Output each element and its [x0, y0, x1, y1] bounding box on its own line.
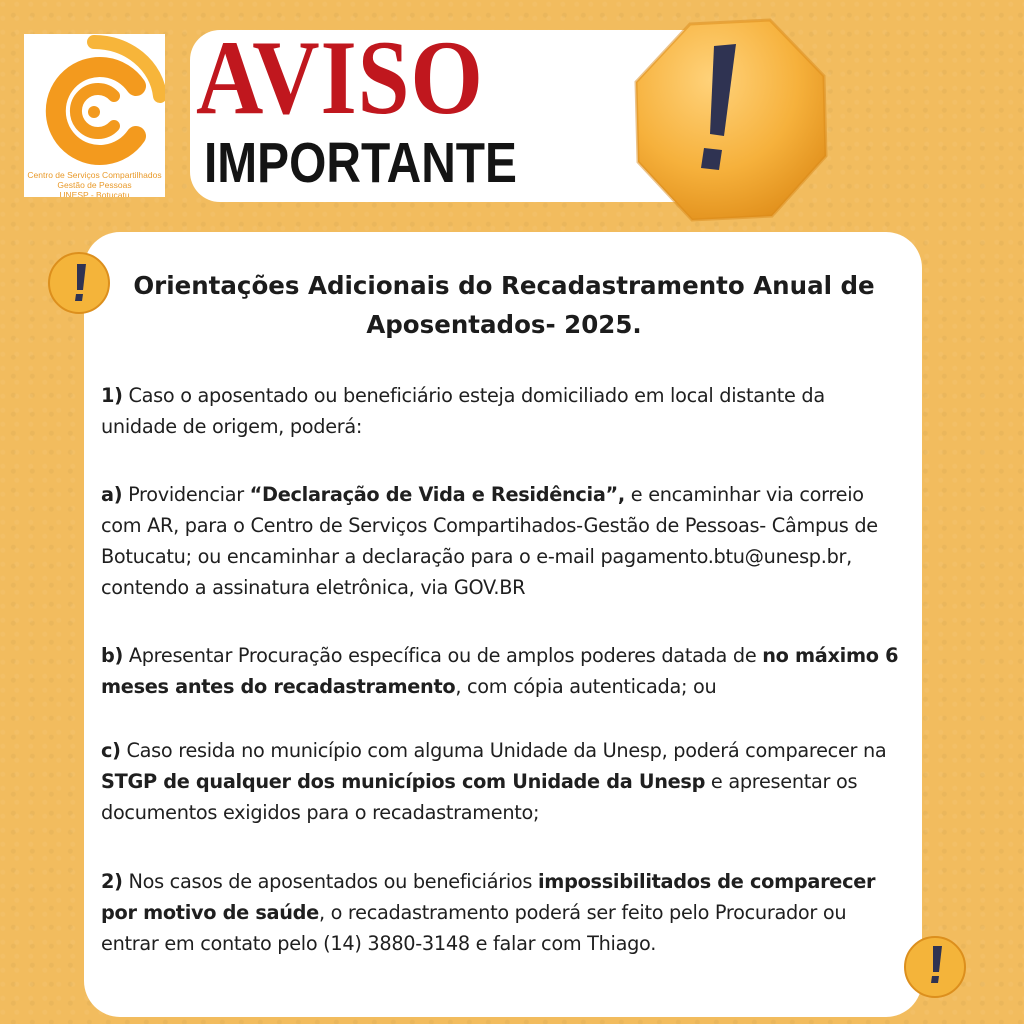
item-a-text2: e encaminhar via correio com AR, para o Centro de Serviços Compartihados-Gestão de Pessoas- Câmpus de Botucatu; ou encaminhar a declaração para o e-mail pagamento.btu@unesp.br, contendo a assinatura eletrônica, via GOV.BR — [101, 483, 878, 599]
item-2-text2: , o recadastramento poderá ser feito pelo Procurador ou entrar em contato pelo (14) 3880-3148 e falar com Thiago. — [101, 901, 847, 955]
item-c — [101, 735, 906, 828]
header-importante: IMPORTANTE — [204, 131, 517, 195]
item-1-text: Caso o aposentado ou beneficiário esteja domiciliado em local distante da unidade de origem, poderá: — [101, 384, 825, 438]
item-b-letter: b) — [101, 644, 124, 667]
item-1 — [101, 380, 906, 442]
item-b-bold: no máximo 6 meses antes do recadastramento — [101, 644, 899, 698]
header-aviso: AVISO — [196, 19, 484, 136]
item-2 — [101, 866, 906, 959]
item-a-letter: a) — [101, 483, 123, 506]
item-c-letter: c) — [101, 739, 121, 762]
item-b — [101, 640, 906, 702]
item-2-text1: Nos casos de aposentados ou beneficiários — [122, 870, 538, 893]
item-c-text2: e apresentar os documentos exigidos para o recadastramento; — [101, 770, 858, 824]
logo-text-line2: Gestão de Pessoas — [57, 180, 132, 190]
item-a — [101, 479, 906, 603]
item-b-text1: Apresentar Procuração específica ou de amplos poderes datada de — [123, 644, 763, 667]
warning-circle-icon-bottom — [902, 934, 968, 1000]
item-2-number: 2) — [101, 870, 123, 893]
item-a-bold: “Declaração de Vida e Residência”, — [249, 483, 625, 506]
page-title: Orientações Adicionais do Recadastramento Anual de Aposentados- 2025. — [133, 271, 875, 339]
logo-text-line1: Centro de Serviços Compartilhados — [27, 170, 162, 180]
logo — [24, 34, 165, 197]
item-a-text1: Providenciar — [122, 483, 250, 506]
item-1-number: 1) — [101, 384, 123, 407]
logo-text-line3: UNESP - Botucatu — [59, 190, 130, 197]
item-c-bold: STGP de qualquer dos municípios com Unidade da Unesp — [101, 770, 706, 793]
warning-octagon-icon — [630, 16, 830, 226]
item-b-text2: , com cópia autenticada; ou — [455, 675, 717, 698]
item-c-text1: Caso resida no município com alguma Unidade da Unesp, poderá comparecer na — [120, 739, 887, 762]
item-2-bold: impossibilitados de comparecer por motivo de saúde — [101, 870, 876, 924]
